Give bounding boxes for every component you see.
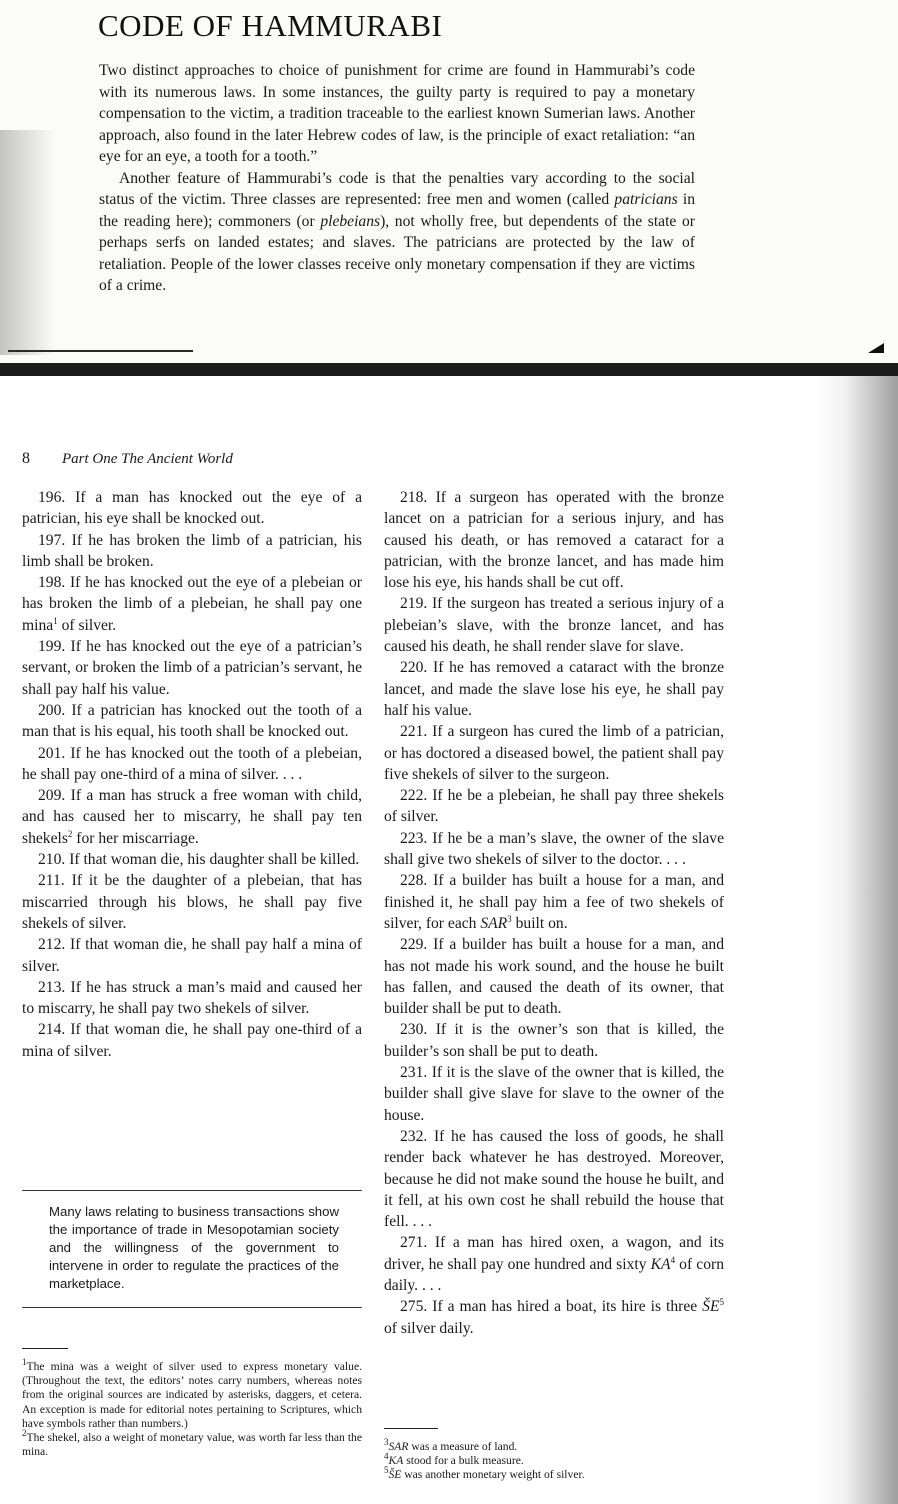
page-number: 8 xyxy=(22,450,30,467)
law-paragraph: 222. If he be a plebeian, he shall pay three shekels of silver. xyxy=(384,787,724,826)
intro-paragraph-2 xyxy=(99,168,695,297)
footnote-term: ŠE xyxy=(388,1468,402,1482)
law-paragraph: 230. If it is the owner’s son that is killed, the builder’s son shall be put to death. xyxy=(384,1021,724,1060)
law-paragraph: 231. If it is the slave of the owner that is killed, the builder shall give slave for slave to the owner of the house. xyxy=(384,1064,724,1124)
footnote-number: 4 xyxy=(384,1451,389,1462)
law-paragraph: 219. If the surgeon has treated a serious injury of a plebeian’s slave, with the bronze lancet, and has caused his death, he shall render slave for slave. xyxy=(384,595,724,656)
intro-p2-part: in the reading here); commoners (or xyxy=(99,191,695,230)
law-text: of silver. xyxy=(57,616,117,634)
law-paragraph: 200. If a patrician has knocked out the tooth of a man that is his equal, his tooth shall be knocked out. xyxy=(22,701,362,741)
law-paragraph: 220. If he has removed a cataract with the bronze lancet, and made the slave lose his eye, he shall pay half his value. xyxy=(384,659,724,719)
law-paragraph: 229. If a builder has built a house for a man, and has not made his work sound, and the house he built has fallen, and caused the death of its owner, that builder shall be put to death. xyxy=(384,936,724,1018)
law-paragraph xyxy=(384,1296,724,1339)
law-text: built on. xyxy=(511,914,568,932)
law-text: of corn daily. . . . xyxy=(384,1255,725,1294)
footnote-term: SAR xyxy=(388,1440,409,1453)
footnote-rule-left xyxy=(22,1348,68,1349)
corner-mark-icon xyxy=(868,343,884,353)
right-column xyxy=(384,487,724,1339)
law-paragraph: 212. If that woman die, he shall pay half a mina of silver. xyxy=(22,936,362,975)
footnote-1 xyxy=(22,1357,362,1431)
page-gutter-bar xyxy=(0,363,898,376)
law-paragraph: 232. If he has caused the loss of goods, he shall render back whatever he has destroyed. Moreover, because he did not make sound the house he built, and it fell, at his own cost he shall rebuild the house that fell. . . . xyxy=(384,1127,724,1231)
footnotes-left xyxy=(22,1357,362,1459)
footnote-text: stood for a bulk measure. xyxy=(403,1454,524,1468)
law-paragraph: 218. If a surgeon has operated with the bronze lancet on a patrician for a serious injury, and has caused his death, or has removed a cataract for a patrician, with the bronze lancet, and has made him lose his eye, his hands shall be cut off. xyxy=(384,489,724,592)
law-paragraph: 210. If that woman die, his daughter shall be killed. xyxy=(38,851,360,869)
law-paragraph: 211. If it be the daughter of a plebeian, that has miscarried through his blows, he shall pay five shekels of silver. xyxy=(22,872,362,932)
law-paragraph: 199. If he has knocked out the eye of a patrician’s servant, or broken the limb of a patrician’s servant, he shall pay half his value. xyxy=(22,638,362,698)
intro-text xyxy=(99,60,695,297)
footnote-5 xyxy=(384,1465,684,1482)
footnote-4 xyxy=(384,1451,684,1468)
footnote-text: The shekel, also a weight of monetary value, was worth far less than the mina. xyxy=(22,1431,362,1459)
footnote-number: 3 xyxy=(384,1437,389,1448)
footnote-2 xyxy=(22,1428,362,1459)
footnotes-right xyxy=(384,1437,684,1483)
law-paragraph xyxy=(384,870,724,934)
intro-divider xyxy=(8,350,193,352)
law-text: of silver daily. xyxy=(384,1319,474,1337)
footnote-rule-right xyxy=(384,1428,438,1429)
law-paragraph: 223. If he be a man’s slave, the owner of the slave shall give two shekels of silver to the doctor. . . . xyxy=(384,829,724,869)
term-se: ŠE xyxy=(702,1298,720,1316)
intro-p2-part: ), not wholly free, but dependents of the state or perhaps serfs on landed estates; and slaves. The patricians are protected by the law of retaliation. People of the lower classes receive only monetary compensation if they are victims of a crime. xyxy=(99,212,695,294)
footnote-text: The mina was a weight of silver used to express monetary value. (Throughout the text, the editors’ notes carry numbers, whereas notes from the original sources are indicated by asterisks, daggers, et cetera. An exception is made for editorial notes pertaining to Scriptures, which have symbols rather than numbers.) xyxy=(22,1360,362,1430)
law-paragraph: 221. If a surgeon has cured the limb of a patrician, or has doctored a diseased bowel, the patient shall pay five shekels of silver to the surgeon. xyxy=(384,723,724,783)
section-title: Part One The Ancient World xyxy=(62,451,233,467)
footnote-ref: 3 xyxy=(507,913,512,924)
term-sar: SAR xyxy=(480,914,508,932)
term-ka: KA xyxy=(650,1255,671,1273)
law-paragraph xyxy=(22,785,362,849)
footnote-number: 5 xyxy=(384,1465,389,1476)
footnote-ref: 4 xyxy=(670,1254,676,1265)
intro-p2-part: Another feature of Hammurabi’s code is that the penalties vary according to the social status of the victim. Three classes are represented: free men and women (called xyxy=(99,169,695,208)
term-plebeians: plebeians xyxy=(320,212,381,230)
law-paragraph xyxy=(384,1232,724,1296)
callout-text: Many laws relating to business transactions show the importance of trade in Mesopotamian society and the willingness of the government to intervene in order to regulate the practices of the marketplace. xyxy=(49,1204,339,1291)
callout-box xyxy=(22,1190,362,1308)
scan-shadow-right xyxy=(816,376,898,1504)
law-paragraph: 201. If he has knocked out the tooth of a plebeian, he shall pay one-third of a mina of silver. . . . xyxy=(22,744,362,783)
law-text: 209. If a man has struck a free woman with child, and has caused her to miscarry, he shall pay ten shekels xyxy=(22,787,362,847)
law-paragraph: 197. If he has broken the limb of a patrician, his limb shall be broken. xyxy=(22,531,362,570)
footnote-term: KA xyxy=(388,1454,404,1468)
running-head xyxy=(22,450,233,468)
footnote-text: was another monetary weight of silver. xyxy=(401,1468,585,1482)
footnote-ref: 5 xyxy=(719,1297,724,1308)
law-text: for her miscarriage. xyxy=(72,829,199,847)
law-text: 198. If he has knocked out the eye of a plebeian or has broken the limb of a plebeian, he shall pay one mina xyxy=(22,574,362,634)
law-paragraph: 213. If he has struck a man’s maid and caused her to miscarry, he shall pay two shekels of silver. xyxy=(22,978,362,1018)
law-text: 271. If a man has hired oxen, a wagon, and its driver, he shall pay one hundred and sixty xyxy=(384,1234,724,1273)
law-paragraph: 214. If that woman die, he shall pay one-third of a mina of silver. xyxy=(22,1021,362,1060)
intro-paragraph-1: Two distinct approaches to choice of punishment for crime are found in Hammurabi’s code with its numerous laws. In some instances, the guilty party is required to pay a monetary compensation to the victim, a tradition traceable to the earliest known Sumerian laws. Another approach, also found in the later Hebrew codes of law, is the principle of exact retaliation: “an eye for an eye, a tooth for a tooth.” xyxy=(99,62,695,165)
law-paragraph xyxy=(22,572,362,636)
previous-page-scan xyxy=(0,0,898,362)
law-paragraph: 196. If a man has knocked out the eye of a patrician, his eye shall be knocked out. xyxy=(22,489,362,528)
law-text: 275. If a man has hired a boat, its hire is three xyxy=(400,1298,703,1316)
footnote-ref: 2 xyxy=(67,828,73,839)
left-column xyxy=(22,487,362,1062)
footnote-text: was a measure of land. xyxy=(408,1440,518,1453)
footnote-number: 2 xyxy=(22,1428,27,1439)
footnote-3 xyxy=(384,1437,684,1454)
law-text: 228. If a builder has built a house for a man, and finished it, he shall pay him a fee of two shekels of silver, for each xyxy=(384,872,724,932)
page-title: CODE OF HAMMURABI xyxy=(98,8,443,43)
term-patricians: patricians xyxy=(614,191,678,208)
footnote-number: 1 xyxy=(22,1357,27,1368)
scan-shadow-left xyxy=(0,130,55,355)
footnote-ref: 1 xyxy=(53,615,58,626)
